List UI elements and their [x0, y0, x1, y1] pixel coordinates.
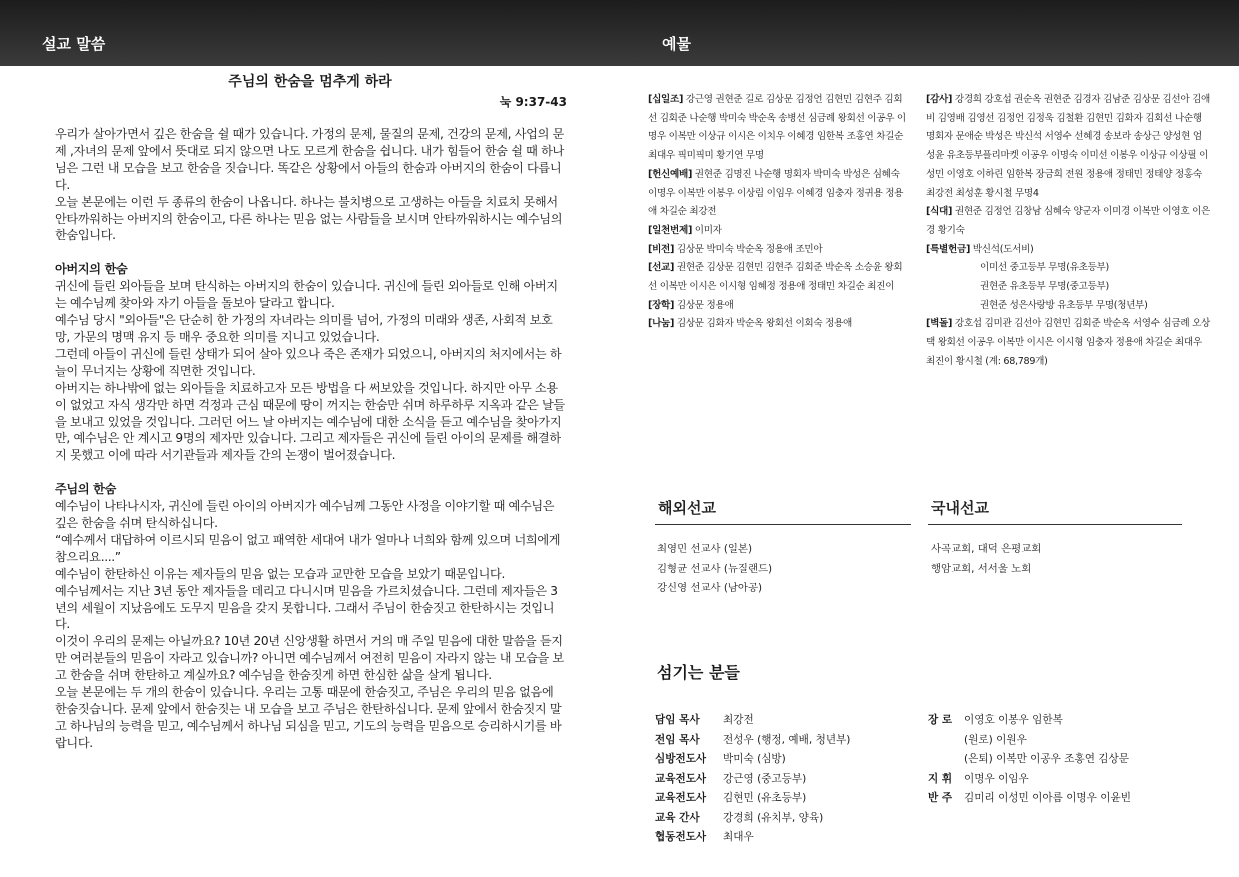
staff-names: 강근영 (중고등부) — [723, 772, 807, 785]
servers-title: 섬기는 분들 — [657, 663, 740, 682]
staff-names: 이명우 이임우 — [964, 772, 1029, 785]
offering-entry — [648, 259, 910, 296]
staff-role: 교육전도사 — [655, 772, 707, 785]
staff-role: 교육전도사 — [655, 792, 707, 804]
sermon-reference: 눅 9:37-43 — [499, 95, 567, 109]
offering-names: 권현준 김상문 김현민 김현주 김회준 박순옥 소승윤 왕회선 이복만 이시은 이시형 임혜정 정용애 정태민 차길순 최진이 — [648, 262, 903, 293]
offering-names: 박신석(도서비) — [970, 243, 1034, 255]
offering-label: [일천번제] — [648, 224, 693, 236]
staff-list — [655, 711, 915, 848]
mission-item: 최영민 선교사 (일본) — [657, 543, 753, 555]
offering-list-right — [926, 91, 1210, 372]
staff-names: 김미리 이성민 이아름 이명우 이윤빈 — [964, 792, 1131, 804]
staff-role: 심방전도사 — [655, 753, 707, 765]
domestic-mission-list — [931, 540, 1041, 579]
staff-role: 반 주 — [928, 792, 953, 804]
sermon-paragraph: “예수께서 대답하여 이르시되 믿음이 없고 패역한 세대여 내가 얼마나 너희와 함께 있으며 너희에게 참으리요....” — [55, 532, 561, 564]
staff-row — [928, 731, 1208, 751]
sermon-paragraph: 이것이 우리의 문제는 아닐까요? 10년 20년 신앙생활 하면서 거의 매 주일 믿음에 대한 말씀을 듣지만 여러분들의 믿음이 자라고 있습니까? 아니면 예수님께서 여전히 믿음이 자라지 않는 내 모습을 보고 한숨을 쉬며 한탄하고 계실까요? 예수님을 한숨짓게 하면 한심한 삶을 살게 됩니다. — [55, 634, 564, 683]
offering-names: 김상문 정용애 — [674, 299, 734, 311]
offering-names: 강호섭 김미관 김선아 김현민 김회준 박순옥 서영수 심금례 오상택 왕회선 이공우 이복만 이시은 이시형 임충자 정용애 차길순 최대우 최진이 황시철 (계: 68,789개) — [926, 318, 1211, 367]
sermon-paragraph: 예수님 당시 "외아들"은 단순히 한 가정의 자녀라는 의미를 넘어, 가정의 미래와 생존, 사회적 보호망, 가문의 명맥 유지 등 매우 중요한 의미를 지니고 있었습니다. — [55, 313, 553, 344]
overseas-mission-divider — [655, 524, 911, 525]
sermon-title: 주님의 한숨을 멈추게 하라 — [228, 74, 392, 90]
staff-role: 담임 목사 — [655, 714, 700, 726]
section-heading-lord: 주님의 한숨 — [55, 482, 117, 497]
offering-section-title: 예물 — [662, 35, 691, 53]
offering-entry — [648, 297, 910, 316]
offering-label: [선교] — [648, 262, 675, 274]
staff-names: 최강전 — [723, 714, 754, 726]
staff-row — [928, 789, 1208, 809]
staff-role: 교육 간사 — [655, 811, 700, 824]
offering-names: 권현준 성은사랑방 유초등부 무명(청년부) — [980, 299, 1148, 311]
offering-names: 권현준 김정언 김창남 심혜숙 양군자 이미경 이복만 이영호 이은경 황기숙 — [926, 206, 1211, 236]
sermon-section-title: 설교 말씀 — [42, 35, 106, 53]
sermon-paragraph: 귀신에 들린 외아들을 보며 탄식하는 아버지의 한숨이 있습니다. 귀신에 들린 외아들로 인해 아버지는 예수님께 찾아와 자기 아들을 돌보아 달라고 합니다. — [55, 279, 558, 311]
sermon-paragraph: 예수님께서는 지난 3년 동안 제자들을 데리고 다니시며 믿음을 가르치셨습니다. 그런데 제자들은 3년의 세월이 지났음에도 도무지 믿음을 갖지 못합니다. 그래서 주님이 한숨짓고 한탄하시는 것입니다. — [55, 583, 558, 632]
offering-entry — [926, 241, 1210, 260]
offering-label: [나눔] — [648, 318, 675, 330]
staff-row — [655, 711, 915, 731]
offering-names: 권현준 유초등부 무명(중고등부) — [980, 281, 1109, 293]
staff-names: 이영호 이봉우 임한복 — [964, 714, 1063, 726]
sermon-paragraph: 예수님이 한탄하신 이유는 제자들의 믿음 없는 모습과 교만한 모습을 보았기 때문입니다. — [55, 566, 505, 581]
offering-entry — [926, 278, 1210, 297]
offering-label: [장학] — [648, 299, 675, 311]
offering-label: [십일조] — [648, 94, 684, 105]
staff-role: 협동전도사 — [655, 831, 707, 843]
staff-names: 김현민 (유초등부) — [723, 792, 807, 804]
offering-names: 강경희 강호섭 권순옥 권현준 김경자 김남준 김상문 김선아 김애비 김영배 김영선 김정언 김정욱 김철환 김현민 김화자 김회선 나순행 명회자 문애순 박성은 박신석 서영수 선혜경 송보라 송상근 양성현 엄성윤 유초등부플리마켓 이공우 이명숙 이미선 이봉우 이상규 이상필 이성민 이영호 이하린 임한복 장금희 전원 정용애 정태민 정태양 정홍숙 최강전 최성훈 황시철 무명4 — [926, 94, 1211, 199]
staff-names: 박미숙 (심방) — [723, 753, 786, 765]
offering-entry — [648, 241, 910, 260]
header-bar — [0, 0, 1239, 66]
staff-row — [655, 809, 915, 829]
staff-names: 전성우 (행정, 예배, 청년부) — [723, 733, 851, 746]
offering-names: 강근영 권현준 길로 김상문 김정언 김현민 김현주 김회선 김회준 나순행 박미숙 박순옥 송병선 심금례 왕회선 이공우 이명우 이복만 이상규 이시은 이치우 이혜경 임한복 조홍연 차길순 최대우 픽미픽미 황기연 무명 — [648, 94, 906, 162]
sermon-paragraph: 그런데 아들이 귀신에 들린 상태가 되어 살아 있으나 죽은 존재가 되었으니, 아버지의 처지에서는 하늘이 무너지는 상황에 직면한 것입니다. — [55, 346, 562, 378]
staff-row — [928, 711, 1208, 731]
staff-role: 전임 목사 — [655, 733, 700, 746]
offering-label: [감사] — [926, 94, 953, 105]
offering-names: 이미자 — [692, 224, 722, 236]
staff-names: 강경희 (유치부, 양육) — [723, 811, 824, 824]
sermon-paragraph: 오늘 본문에는 이런 두 종류의 한숨이 나옵니다. 하나는 불치병으로 고생하는 아들을 치료치 못해서 안타까워하는 아버지의 한숨이고, 다른 하나는 믿음 없는 사람들을 보시며 안타까워하시는 예수님의 한숨입니다. — [55, 194, 563, 243]
staff-row — [655, 750, 915, 770]
offering-entry — [926, 315, 1210, 371]
staff-role: 지 휘 — [928, 772, 953, 785]
staff-role: 장 로 — [928, 714, 953, 726]
offering-entry — [926, 203, 1210, 240]
domestic-mission-heading: 국내선교 — [931, 499, 989, 517]
sermon-paragraph: 오늘 본문에는 두 개의 한숨이 있습니다. 우리는 고통 때문에 한숨짓고, 주님은 우리의 믿음 없음에 한숨짓습니다. 문제 앞에서 한숨짓는 내 모습을 보고 주님은 한탄하십니다. 문제 앞에서 한숨짓지 말고 하나님의 능력을 믿고, 예수님께서 하나님 되심을 믿고, 기도의 능력을 믿음으로 승리하시기를 바랍니다. — [55, 685, 562, 750]
offering-names: 김상문 박미숙 박순옥 정용애 조민아 — [674, 243, 823, 255]
sermon-paragraph: 우리가 살아가면서 깊은 한숨을 쉴 때가 있습니다. 가정의 문제, 물질의 문제, 건강의 문제, 사업의 문제 ,자녀의 문제 앞에서 뜻대로 되지 않으면 나도 모르게 한숨을 쉽니다. 내가 힘들어 한숨 쉴 때 하나님은 그런 내 모습을 보고 한숨을 짓습니다. 똑같은 상황에서 아들의 한숨과 아버지의 한숨이 다릅니다. — [55, 127, 564, 192]
offering-label: [헌신예배] — [648, 168, 693, 180]
offering-list-left — [648, 91, 910, 334]
offering-entry — [926, 91, 1210, 203]
offering-entry — [648, 166, 910, 222]
staff-row — [655, 789, 915, 809]
staff-names: (은퇴) 이복만 이공우 조홍연 김상문 — [964, 753, 1130, 765]
staff-row — [655, 828, 915, 848]
offering-label: [비전] — [648, 243, 675, 255]
sermon-paragraph: 아버지는 하나밖에 없는 외아들을 치료하고자 모든 방법을 다 써보았을 것입니다. 하지만 아무 소용이 없었고 자식 생각만 하면 걱정과 근심 때문에 땅이 꺼지는 한숨만 쉬며 하루하루 지옥과 같은 날들을 보내고 있었을 것입니다. 그러던 어느 날 아버지는 예수님에 대한 소식을 듣고 예수님을 찾아가지만, 예수님은 안 계시고 9명의 제자만 있습니다. 그리고 제자들은 귀신에 들린 아이의 문제를 해결하지 못했고 이에 따라 서기관들과 제자들 간의 논쟁이 벌어졌습니다. — [55, 380, 565, 463]
offering-entry — [926, 259, 1210, 278]
staff-names: 최대우 — [723, 831, 754, 843]
offering-entry — [648, 222, 910, 241]
offering-label: [식대] — [926, 206, 953, 218]
offering-label: [특별헌금] — [926, 243, 971, 255]
offering-entry — [926, 297, 1210, 316]
sermon-body — [55, 126, 567, 752]
offering-label: [벽돌] — [926, 318, 953, 330]
overseas-mission-list — [657, 540, 772, 599]
mission-item: 행암교회, 서서울 노회 — [931, 562, 1032, 575]
mission-item: 강신영 선교사 (남아공) — [657, 582, 763, 595]
domestic-mission-divider — [928, 524, 1182, 525]
mission-item: 김형균 선교사 (뉴질랜드) — [657, 562, 773, 575]
offering-entry — [648, 91, 910, 166]
staff-row — [928, 770, 1208, 790]
staff-row — [655, 731, 915, 751]
offering-entry — [648, 315, 910, 334]
sermon-paragraph: 예수님이 나타나시자, 귀신에 들린 아이의 아버지가 예수님께 그동안 사정을 이야기할 때 예수님은 깊은 한숨을 쉬며 탄식하십니다. — [55, 499, 555, 531]
staff-row — [655, 770, 915, 790]
elders-list — [928, 711, 1208, 809]
staff-row — [928, 750, 1208, 770]
offering-names: 김상문 김화자 박순옥 왕회선 이회숙 정용애 — [674, 318, 853, 330]
offering-names: 권현준 김명진 나순행 명회자 박미숙 박성은 심혜숙 이명우 이복만 이봉우 이상림 이임우 이혜경 임충자 정귀용 정용애 차길순 최강전 — [648, 168, 904, 218]
offering-names: 이미선 중고등부 무명(유초등부) — [980, 262, 1109, 274]
mission-item: 사곡교회, 대덕 은평교회 — [931, 543, 1042, 555]
overseas-mission-heading: 해외선교 — [658, 499, 716, 517]
section-heading-father: 아버지의 한숨 — [55, 262, 128, 277]
staff-names: (원로) 이원우 — [964, 733, 1027, 746]
